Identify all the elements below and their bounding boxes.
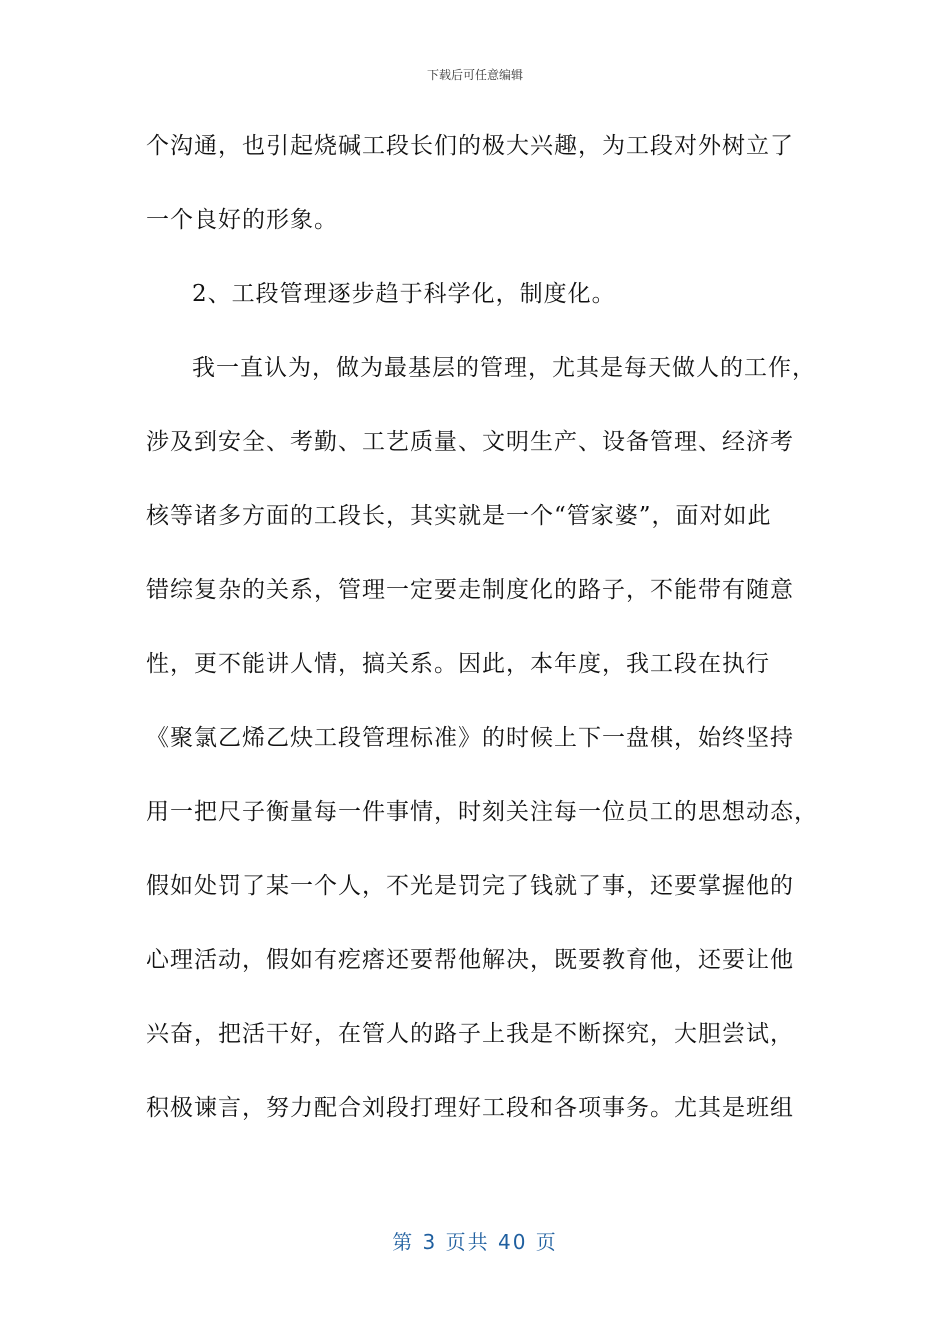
text-line: 性，更不能讲人情，搞关系。因此，本年度，我工段在执行 [146, 651, 770, 677]
text-line: 兴奋，把活干好，在管人的路子上我是不断探究，大胆尝试， [146, 1021, 794, 1047]
text-line: 我一直认为，做为最基层的管理，尤其是每天做人的工作， [192, 355, 816, 381]
page-header: 下载后可任意编辑 [426, 68, 523, 82]
text-line: 心理活动，假如有疙瘩还要帮他解决，既要教育他，还要让他 [146, 947, 794, 973]
text-line: 积极谏言，努力配合刘段打理好工段和各项事务。尤其是班组 [146, 1095, 794, 1121]
text-line: 一个良好的形象。 [146, 207, 338, 233]
text-line: 涉及到安全、考勤、工艺质量、文明生产、设备管理、经济考 [146, 429, 794, 455]
text-line: 用一把尺子衡量每一件事情，时刻关注每一位员工的思想动态， [146, 799, 818, 825]
text-line: 错综复杂的关系，管理一定要走制度化的路子，不能带有随意 [146, 577, 794, 603]
document-body [146, 126, 826, 1162]
text-line: 《聚氯乙烯乙炔工段管理标准》的时候上下一盘棋，始终坚持 [146, 725, 794, 751]
text-line: 假如处罚了某一个人，不光是罚完了钱就了事，还要掌握他的 [146, 873, 794, 899]
text-line: 核等诸多方面的工段长，其实就是一个“管家婆”，面对如此 [146, 503, 772, 529]
text-line: 个沟通，也引起烧碱工段长们的极大兴趣，为工段对外树立了 [146, 133, 794, 159]
page-number-footer: 第 3 页共 40 页 [392, 1230, 558, 1254]
section-heading: 2、工段管理逐步趋于科学化，制度化。 [192, 281, 616, 307]
